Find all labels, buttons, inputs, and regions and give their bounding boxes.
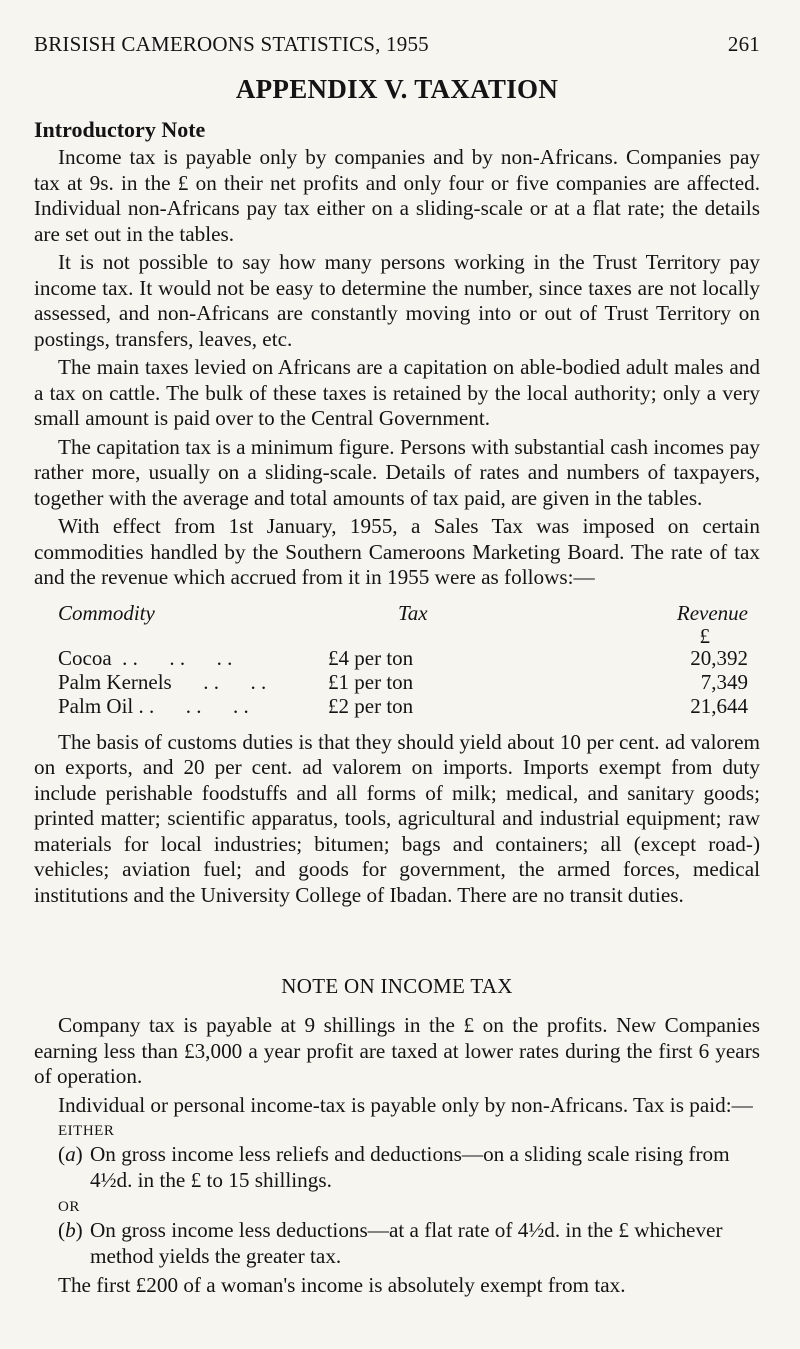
appendix-title: APPENDIX V. TAXATION [235,74,559,104]
intro-heading: Introductory Note [34,117,206,142]
row-revenue: 21,644 [690,693,748,718]
intro-paragraph-2: It is not possible to say how many persons working in the Trust Territory pay income tax. It would not be easy to determine the number, since taxes are not locally assessed, and non-Africans are constantly moving into or out of Trust Territory on postings, transfers, leaves, etc. [34,250,760,351]
table-row [58,694,748,718]
running-header [34,32,760,66]
or-label: OR [58,1199,80,1215]
option-b [58,1218,760,1269]
revenue-unit: £ [699,623,710,648]
income-tax-note-title: NOTE ON INCOME TAX [281,974,513,998]
option-b-marker: (b) [58,1218,83,1242]
row-commodity: Palm Kernels . . . . [58,669,267,694]
customs-paragraph: The basis of customs duties is that they should yield about 10 per cent. ad valorem on exports, and 20 per cent. ad valorem on imports. Imports exempt from duty include perishable foodstuffs and all forms of milk; medical, and sanitary goods; printed matter; scientific apparatus, tools, agricultural and industrial equipment; raw materials for local industries; bitumen; bags and containers; all (except road-) vehicles; aviation fuel; and goods for government, the armed forces, medical institutions and the University College of Ibadan. There are no transit duties. [34,729,760,907]
intro-paragraph-4: The capitation tax is a minimum figure. Persons with substantial cash incomes pay rather more, usually on a sliding-scale. Details of rates and numbers of taxpayers, together with the average and total amounts of tax paid, are given in the tables. [34,434,760,510]
option-a [58,1142,760,1193]
company-tax-paragraph: Company tax is payable at 9 shillings in the £ on the profits. New Companies earning less than £3,000 a year profit are taxed at lower rates during the first 6 years of operation. [34,1013,760,1088]
option-a-text: On gross income less reliefs and deductions—on a sliding scale rising from 4½d. in the £ to 15 shillings. [90,1142,730,1192]
table-row [58,646,748,670]
row-commodity: Cocoa . . . . . . [58,645,233,670]
intro-paragraph-3: The main taxes levied on Africans are a capitation on able-bodied adult males and a tax on cattle. The bulk of these taxes is retained by the local authority; only a very small amount is paid over to the Central Government. [34,355,760,430]
table-row [58,670,748,694]
closing-paragraph: The first £200 of a woman's income is absolutely exempt from tax. [58,1273,626,1297]
intro-paragraph-5: With effect from 1st January, 1955, a Sales Tax was imposed on certain commodities handled by the Southern Cameroons Marketing Board. The rate of tax and the revenue which accrued from it in 1955 were as follows:— [34,514,760,589]
row-tax: £1 per ton [328,669,414,694]
header-revenue: Revenue [676,600,748,625]
header-tax: Tax [398,600,428,625]
sales-tax-table [58,601,748,718]
running-title: BRISISH CAMEROONS STATISTICS, 1955 [34,32,429,56]
option-a-marker: (a) [58,1142,83,1166]
page-number: 261 [727,32,760,56]
header-commodity: Commodity [58,600,155,625]
row-commodity: Palm Oil . . . . . . [58,693,249,718]
individual-tax-paragraph: Individual or personal income-tax is payable only by non-Africans. Tax is paid:— [58,1092,753,1117]
table-header-row [58,601,748,626]
row-tax: £2 per ton [328,693,414,718]
intro-paragraph-1: Income tax is payable only by companies and by non-Africans. Companies pay tax at 9s. in the £ on their net profits and only four or five companies are affected. Individual non-Africans pay tax either on a sliding-scale or at a flat rate; the details are set out in the tables. [34,145,760,246]
option-b-text: On gross income less deductions—at a flat rate of 4½d. in the £ whichever method yields the greater tax. [90,1218,723,1268]
row-tax: £4 per ton [328,645,414,670]
row-revenue: 7,349 [700,669,748,694]
either-label: EITHER [58,1123,115,1139]
row-revenue: 20,392 [690,645,748,670]
table-unit-row [58,626,748,646]
